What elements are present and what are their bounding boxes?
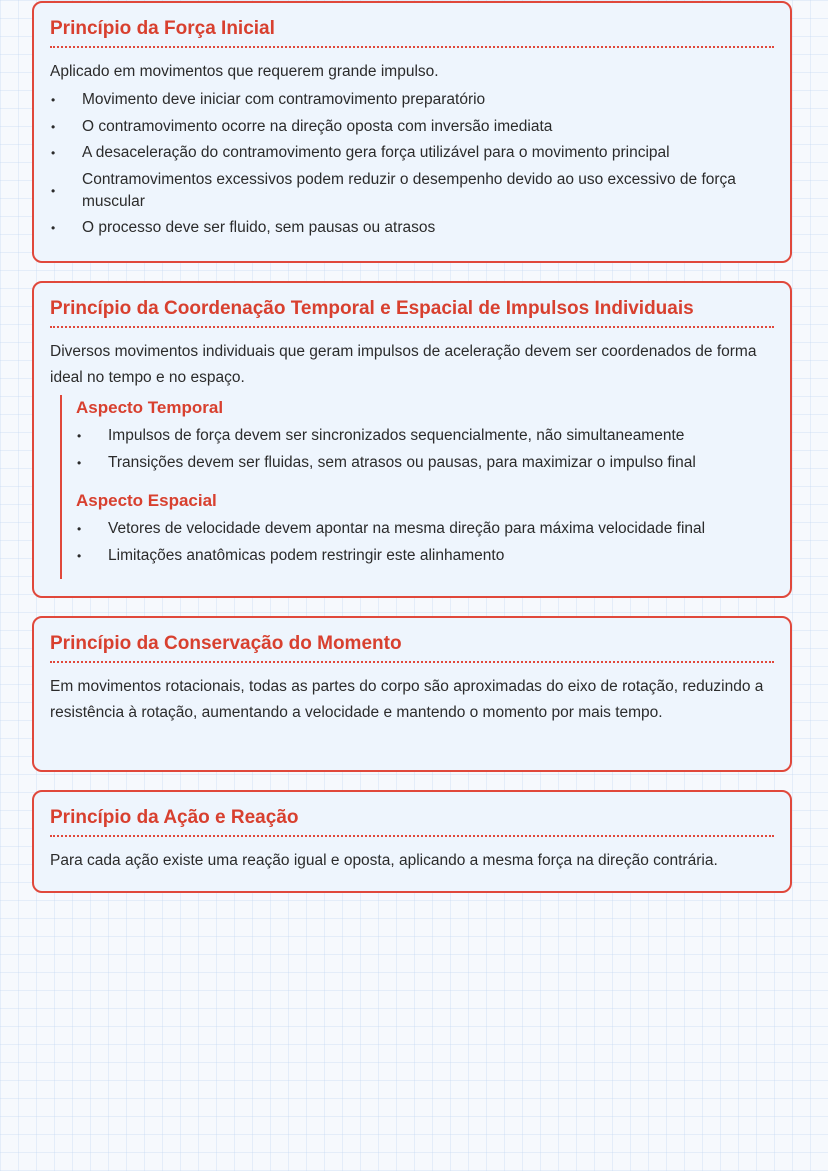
bullet-icon: • [77,548,82,563]
section-title: Princípio da Coordenação Temporal e Espacial de Impulsos Individuais [50,297,774,328]
list-item-text: A desaceleração do contramovimento gera força utilizável para o movimento principal [82,144,670,161]
list-item-text: Vetores de velocidade devem apontar na mesma direção para máxima velocidade final [108,520,706,537]
bullet-icon: • [51,119,56,134]
section-intro: Em movimentos rotacionais, todas as partes do corpo são aproximadas do eixo de rotação, reduzindo a resistência à rotação, aumentando a velocidade e mantendo o momento por mais tempo. [50,678,764,721]
aspect-block [60,395,774,579]
list-item-text: Contramovimentos excessivos podem reduzir o desempenho devido ao uso excessivo de força muscular [82,170,736,210]
list-item [50,89,774,111]
list-item [76,425,774,447]
section-title: Princípio da Ação e Reação [50,806,774,837]
list-item-text: Transições devem ser fluidas, sem atrasos ou pausas, para maximizar o impulso final [108,453,696,471]
list-item [50,116,774,138]
section-card-coordenacao [32,281,792,598]
section-intro: Aplicado em movimentos que requerem grande impulso. [50,63,439,80]
list-item [76,518,774,540]
section-card-forca-inicial [32,1,792,263]
bullet-list [76,518,774,579]
bullet-icon: • [51,146,56,160]
bullet-icon: • [77,522,82,536]
bullet-icon: • [51,93,56,107]
list-item-text: O contramovimento ocorre na direção oposta com inversão imediata [82,117,553,135]
bullet-icon: • [51,221,56,235]
bullet-icon: • [77,429,82,443]
aspect-title: Aspecto Espacial [76,491,217,510]
section-intro: Diversos movimentos individuais que geram impulsos de aceleração devem ser coordenados de forma ideal no tempo e no espaço. [50,343,757,386]
list-item-text: Limitações anatômicas podem restringir este alinhamento [108,546,505,564]
section-title: Princípio da Força Inicial [50,17,774,48]
section-card-conservacao-momento [32,616,792,772]
list-item [50,169,774,213]
list-item-text: Movimento deve iniciar com contramovimento preparatório [82,91,486,108]
list-item [50,142,774,164]
section-intro: Para cada ação existe uma reação igual e oposta, aplicando a mesma força na direção contrária. [50,852,718,869]
section-title: Princípio da Conservação do Momento [50,632,774,663]
bullet-list [76,425,774,474]
bullet-list [50,89,774,239]
list-item [76,545,774,567]
aspect-title: Aspecto Temporal [76,398,224,417]
section-card-acao-reacao [32,790,792,893]
list-item-text: Impulsos de força devem ser sincronizados sequencialmente, não simultaneamente [108,427,685,444]
list-item-text: O processo deve ser fluido, sem pausas ou atrasos [82,219,436,236]
bullet-icon: • [77,455,82,470]
bullet-icon: • [51,183,56,198]
list-item [76,452,774,474]
list-item [50,217,774,239]
